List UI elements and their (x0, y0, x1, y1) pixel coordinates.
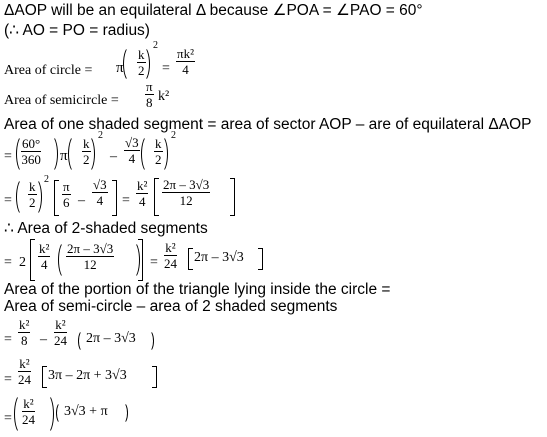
fraction-2pi-minus-3sqrt3-over-12: $\frac{2\pi - 3√3}{12}$ (163, 177, 210, 208)
fraction-pi-over-8: $\frac{\pi}{8}$ (146, 79, 153, 110)
minus: – (110, 149, 117, 164)
expression-2pi-minus-3sqrt3: 2π – 3√3 (194, 250, 244, 265)
fraction-k2-over-24: $\frac{\text{k²}}{24}$ (22, 396, 35, 427)
statement-segment: Area of one shaded segment = area of sector AOP – are of equilateral ΔAOP (4, 116, 532, 133)
paren-left (141, 135, 155, 173)
paren-right (40, 394, 54, 434)
bracket-right (258, 248, 263, 270)
fraction-k-over-2: $\frac{k}{2}$ (29, 179, 36, 210)
expression-2pi-minus-3sqrt3: 2π – 3√3 (86, 331, 136, 346)
expression-3pi-minus-2pi-plus-3sqrt3: 3π – 2π + 3√3 (48, 368, 127, 383)
equals: = (4, 332, 12, 347)
fraction-k-over-2: $\frac{k}{2}$ (138, 47, 145, 78)
paren-right (28, 178, 42, 216)
equals: = (122, 193, 130, 208)
expression-3sqrt3-plus-pi: 3√3 + π (64, 404, 108, 419)
statement-semicircle-minus-segments: Area of semi-circle – area of 2 shaded segments (4, 298, 338, 315)
k-squared: k² (158, 89, 170, 104)
equals: = (4, 149, 12, 164)
paren-right (144, 330, 154, 352)
paren-left (123, 46, 137, 82)
paren-right (44, 135, 58, 173)
exponent: 2 (171, 130, 176, 141)
fraction-k2-over-24: $\frac{\text{k²}}{24}$ (54, 317, 67, 348)
equals: = (4, 255, 12, 270)
bracket-right (230, 178, 235, 216)
paren-right (136, 46, 150, 82)
statement-two-segments: ∴ Area of 2-shaded segments (4, 220, 208, 237)
paren-left (68, 135, 82, 173)
equals: = (4, 411, 12, 426)
coefficient-two: 2 (19, 255, 26, 270)
bracket-right (152, 366, 157, 388)
pi-symbol: π (116, 60, 124, 76)
fraction-k2-over-4: $\frac{\text{k²}}{4}$ (39, 241, 50, 272)
area-semicircle-label: Area of semicircle = (4, 93, 119, 108)
bracket-left (42, 366, 47, 388)
minus: – (40, 332, 47, 347)
statement-triangle-portion: Area of the portion of the triangle lying inside the circle = (4, 281, 391, 298)
fraction-sqrt3-over-4: $\frac{√3}{4}$ (125, 135, 139, 166)
fraction-k-over-2: $\frac{k}{2}$ (83, 136, 90, 167)
paren-right (118, 402, 128, 424)
bracket-left (30, 239, 35, 281)
fraction-60-over-360: $\frac{60^\circ}{360}$ (21, 136, 41, 167)
fraction-pi-over-6: $\frac{\pi}{6}$ (63, 179, 70, 210)
statement-radius: (∴ AO = PO = radius) (4, 22, 150, 39)
exponent: 2 (153, 40, 158, 51)
equals: = (150, 255, 158, 270)
statement-equilateral: ΔAOP will be an equilateral Δ because ∠POA = ∠PAO = 60° (4, 2, 423, 19)
paren-right (81, 135, 95, 173)
equals: = (162, 61, 170, 76)
bracket-left (154, 178, 159, 216)
pi-symbol: π (60, 148, 68, 164)
fraction-k2-over-24: $\frac{\text{k²}}{24}$ (164, 240, 177, 271)
fraction-k2-over-24: $\frac{\text{k²}}{24}$ (18, 356, 31, 387)
area-circle-label: Area of circle = (4, 63, 93, 78)
fraction-k-over-2: $\frac{k}{2}$ (155, 136, 162, 167)
equals: = (4, 372, 12, 387)
bracket-left (188, 248, 193, 270)
fraction-pik2-over-4: $\frac{\text{πk²}}{4}$ (177, 46, 194, 77)
minus: – (78, 193, 85, 208)
fraction-k2-over-4: $\frac{\text{k²}}{4}$ (137, 178, 148, 209)
bracket-right (112, 180, 117, 216)
fraction-k2-over-8: $\frac{\text{k²}}{8}$ (19, 317, 30, 348)
paren-right (154, 135, 168, 173)
exponent: 2 (98, 130, 103, 141)
equals: = (4, 193, 12, 208)
bracket-right (138, 239, 143, 281)
fraction-sqrt3-over-4: $\frac{√3}{4}$ (93, 177, 107, 208)
bracket-left (54, 180, 59, 216)
exponent: 2 (44, 174, 49, 185)
fraction-2pi-minus-3sqrt3-over-12: $\frac{2\pi - 3√3}{12}$ (67, 241, 114, 272)
